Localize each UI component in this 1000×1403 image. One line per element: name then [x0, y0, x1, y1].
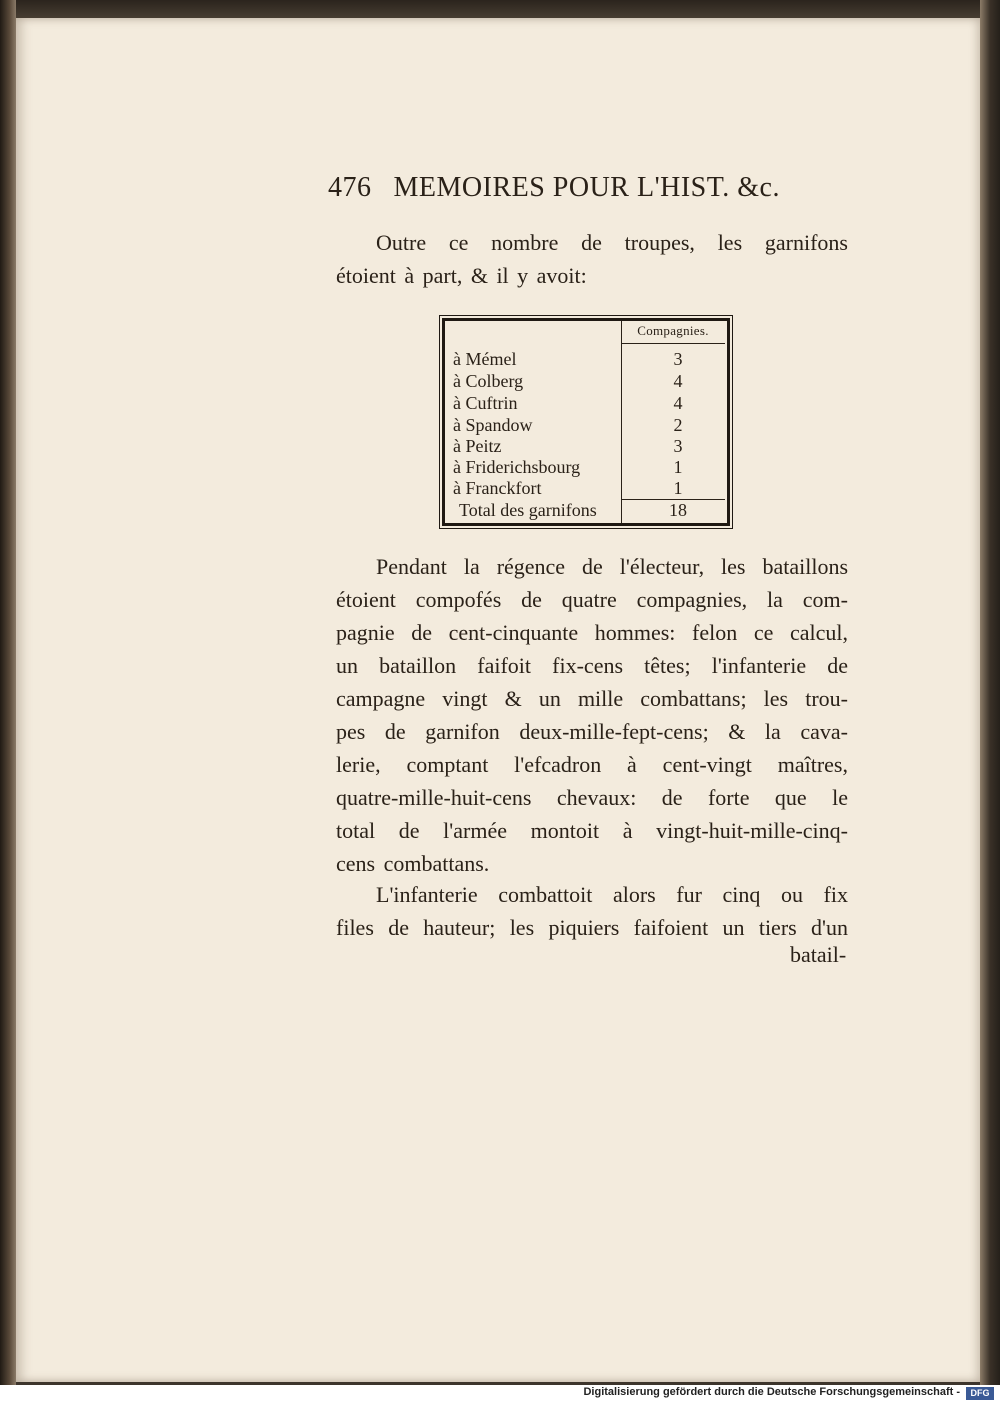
row-companies: 2 [673, 415, 683, 435]
row-place: à Franckfort [453, 478, 542, 498]
text-line: files de hauteur; les piquiers faifoient un tiers d'un [336, 915, 848, 940]
row-companies: 1 [673, 457, 683, 477]
dfg-logo: DFG [966, 1387, 994, 1400]
paragraph-regency [336, 550, 848, 880]
row-place: à Friderichsbourg [453, 457, 581, 477]
text-line: L'infanterie combattoit alors fur cinq ou fix [376, 882, 848, 907]
row-companies: 3 [673, 436, 683, 456]
text-line: quatre-mille-huit-cens chevaux: de forte que le [336, 785, 848, 810]
table-row [453, 349, 723, 371]
table-total-row [453, 500, 723, 522]
total-value: 18 [669, 500, 687, 520]
intro-paragraph [336, 226, 848, 292]
funding-credit: Digitalisierung gefördert durch die Deutsche Forschungsgemeinschaft - [583, 1386, 960, 1398]
table-row [453, 478, 723, 500]
table-row [453, 415, 723, 437]
row-place: à Mémel [453, 349, 517, 369]
row-place: à Peitz [453, 436, 502, 456]
text-line: étoient à part, & il y avoit: [336, 263, 587, 288]
text-line: campagne vingt & un mille combattans; les trou- [336, 686, 848, 711]
running-title: MEMOIRES POUR L'HIST. &c. [393, 172, 780, 203]
row-companies: 4 [673, 393, 683, 413]
catchword: batail- [790, 942, 847, 967]
table-column-header: Compagnies. [637, 323, 709, 338]
text-line: cens combattans. [336, 851, 490, 876]
running-header [328, 172, 828, 204]
row-companies: 1 [673, 478, 683, 498]
page-number: 476 [328, 172, 372, 203]
row-companies: 4 [673, 371, 683, 391]
row-place: à Cuftrin [453, 393, 518, 413]
row-companies: 3 [673, 349, 683, 369]
table-row [453, 436, 723, 458]
text-line: Pendant la régence de l'électeur, les bataillons [376, 554, 848, 579]
text-line: lerie, comptant l'efcadron à cent-vingt maîtres, [336, 752, 848, 777]
row-place: à Spandow [453, 415, 533, 435]
text-line: Outre ce nombre de troupes, les garnifons [376, 230, 848, 255]
text-line: total de l'armée montoit à vingt-huit-mille-cinq- [336, 818, 848, 843]
row-place: à Colberg [453, 371, 524, 391]
table-header-rule [621, 343, 725, 344]
table-row [453, 371, 723, 393]
text-line: pagnie de cent-cinquante hommes: felon ce calcul, [336, 620, 848, 645]
table-row [453, 457, 723, 479]
text-line: un bataillon faifoit fix-cens têtes; l'infanterie de [336, 653, 848, 678]
total-label: Total des garnifons [459, 500, 597, 520]
digitization-footer [0, 1385, 1000, 1403]
garrison-table [442, 318, 730, 526]
paragraph-infantry [336, 878, 848, 944]
scan-border-top [0, 0, 1000, 20]
book-fore-edge [980, 0, 1000, 1385]
table-row [453, 393, 723, 415]
text-line: étoient compofés de quatre compagnies, la com- [336, 587, 848, 612]
text-line: pes de garnifon deux-mille-fept-cens; & la cava- [336, 719, 848, 744]
book-spine-edge [0, 0, 16, 1385]
